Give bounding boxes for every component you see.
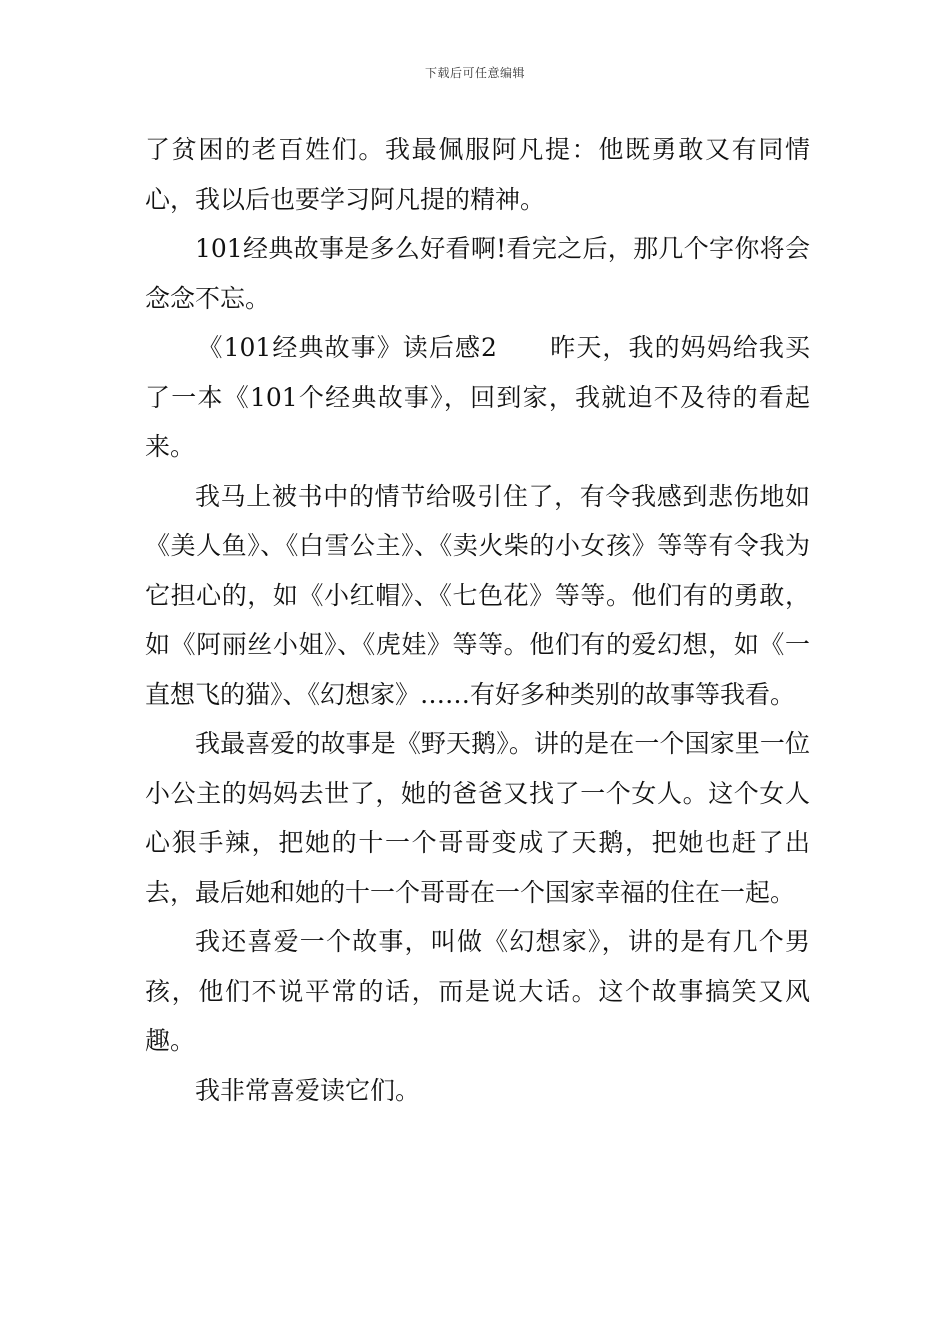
paragraph-continued: 了贫困的老百姓们。我最佩服阿凡提：他既勇敢又有同情心，我以后也要学习阿凡提的精神。 bbox=[145, 135, 810, 214]
section-paragraph bbox=[145, 323, 810, 472]
paragraph: 我最喜爱的故事是《野天鹅》。讲的是在一个国家里一位小公主的妈妈去世了，她的爸爸又找了一个女人。这个女人心狠手辣，把她的十一个哥哥变成了天鹅，把她也赶了出去，最后她和她的十一个哥哥在一个国家幸福的住在一起。 bbox=[145, 729, 810, 907]
section-text: 昨天，我的妈妈给我买了一本《101个经典故事》，回到家，我就迫不及待的看起来。 bbox=[145, 333, 810, 461]
section-title: 《101经典故事》读后感2 bbox=[197, 333, 497, 362]
paragraph: 我马上被书中的情节给吸引住了，有令我感到悲伤地如《美人鱼》、《白雪公主》、《卖火柴的小女孩》等等有令我为它担心的，如《小红帽》、《七色花》等等。他们有的勇敢，如《阿丽丝小姐》、《虎娃》等等。他们有的爱幻想，如《一直想飞的猫》、《幻想家》……有好多种类别的故事等我看。 bbox=[145, 481, 810, 709]
page-header: 下载后可任意编辑 bbox=[424, 66, 525, 80]
paragraph: 101经典故事是多么好看啊!看完之后，那几个字你将会念念不忘。 bbox=[145, 234, 810, 313]
paragraph: 我非常喜爱读它们。 bbox=[195, 1075, 421, 1105]
section-title-gap bbox=[497, 333, 550, 362]
document-body bbox=[145, 125, 810, 1115]
paragraph: 我还喜爱一个故事，叫做《幻想家》，讲的是有几个男孩，他们不说平常的话，而是说大话。这个故事搞笑又风趣。 bbox=[145, 927, 810, 1055]
